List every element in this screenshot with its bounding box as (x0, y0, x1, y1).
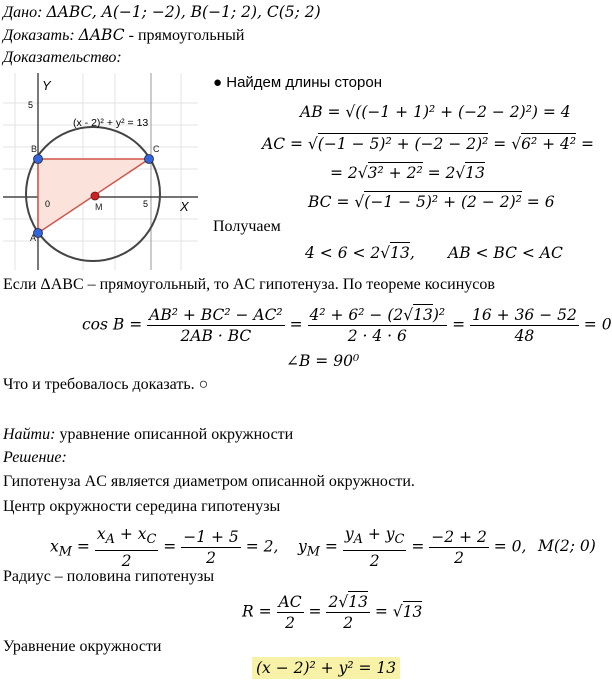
radius-formula: R = $\frac{AC}{2}$ = $\frac{2√13}{2}$ = √13 (242, 593, 423, 632)
given-line (3, 3, 321, 22)
solution-label: Решение: (3, 449, 67, 466)
center-y-formula: $y_M$ = $\frac{y_A + y_C}{2}$ = $\frac{-2 + 2}{2}$ = 0, (298, 525, 527, 571)
center-point: M(2; 0) (538, 537, 596, 555)
got-label: Получаем (213, 218, 281, 235)
x-axis-label: X (180, 199, 189, 214)
given-label: Дано: (3, 4, 43, 21)
origin-label: 0 (45, 199, 51, 209)
center-x-formula: $x_M$ = $\frac{x_A + x_C}{2}$ = $\frac{-1 + 5}{2}$ = 2, (50, 525, 279, 571)
y-axis-label: Y (42, 78, 51, 93)
cos-formula: cos B = $\frac{\text{AB² + BC² − AC²}}{2AB \cdot BC}$ = $\frac{\text{4² + 6² − (2√13)²}}{2 \cdot 4 \cdot 6}$ = $\frac{16 + 36 - 52}{48}$ = 0 (82, 306, 612, 345)
prove-line (3, 26, 244, 45)
center-text: Центр окружности середина гипотенузы (3, 498, 281, 515)
prove-text: - прямоугольный (124, 27, 245, 44)
point-c (145, 155, 154, 164)
formula-ac-2: = 2√3² + 2² = 2√13 (330, 164, 485, 182)
label-m: M (95, 202, 103, 212)
formula-ac-1: AC = √(−1 − 5)² + (−2 − 2)² = √6² + 4² = (262, 135, 595, 153)
prove-label: Доказать: (3, 27, 75, 44)
inequality-1: 4 < 6 < 2√13, (305, 244, 415, 262)
inequality-2: AB < BC < AC (448, 244, 563, 262)
label-a: A (30, 233, 37, 243)
proof-label: Доказательство: (3, 49, 122, 66)
final-equation: (x − 2)² + y² = 13 (252, 659, 400, 677)
tick-5-y: 5 (28, 100, 34, 110)
qed-text: Что и требовалось доказать. ○ (3, 376, 209, 393)
circle-equation-label: (x - 2)² + y² = 13 (73, 117, 149, 129)
geometry-figure (3, 73, 198, 270)
bullet-icon: ● (213, 74, 223, 91)
label-c: C (153, 144, 160, 154)
radius-text: Радиус – половина гипотенузы (3, 568, 215, 585)
tick-5-x: 5 (143, 199, 149, 209)
point-b (34, 155, 43, 164)
bullet-line (213, 74, 382, 91)
find-line: Найти: уравнение описанной окружности (3, 426, 294, 443)
angle-b: ∠B = 90⁰ (286, 352, 360, 370)
cos-intro: Если ΔABC – прямоугольный, то AC гипотенуза. По теореме косинусов (3, 276, 495, 293)
formula-ab: AB = √((−1 + 1)² + (−2 − 2)²) = 4 (300, 103, 571, 121)
label-b: B (31, 144, 38, 154)
given-text: ΔABC, A(−1; −2), B(−1; 2), C(5; 2) (46, 3, 321, 21)
prove-math: ΔABC (78, 26, 125, 44)
equation-text: Уравнение окружности (3, 638, 162, 655)
bullet-text: Найдем длины сторон (226, 74, 382, 91)
diameter-text: Гипотенуза AC является диаметром описанной окружности. (3, 473, 415, 490)
formula-bc: BC = √(−1 − 5)² + (2 − 2)² = 6 (308, 193, 555, 211)
point-m (91, 192, 99, 200)
